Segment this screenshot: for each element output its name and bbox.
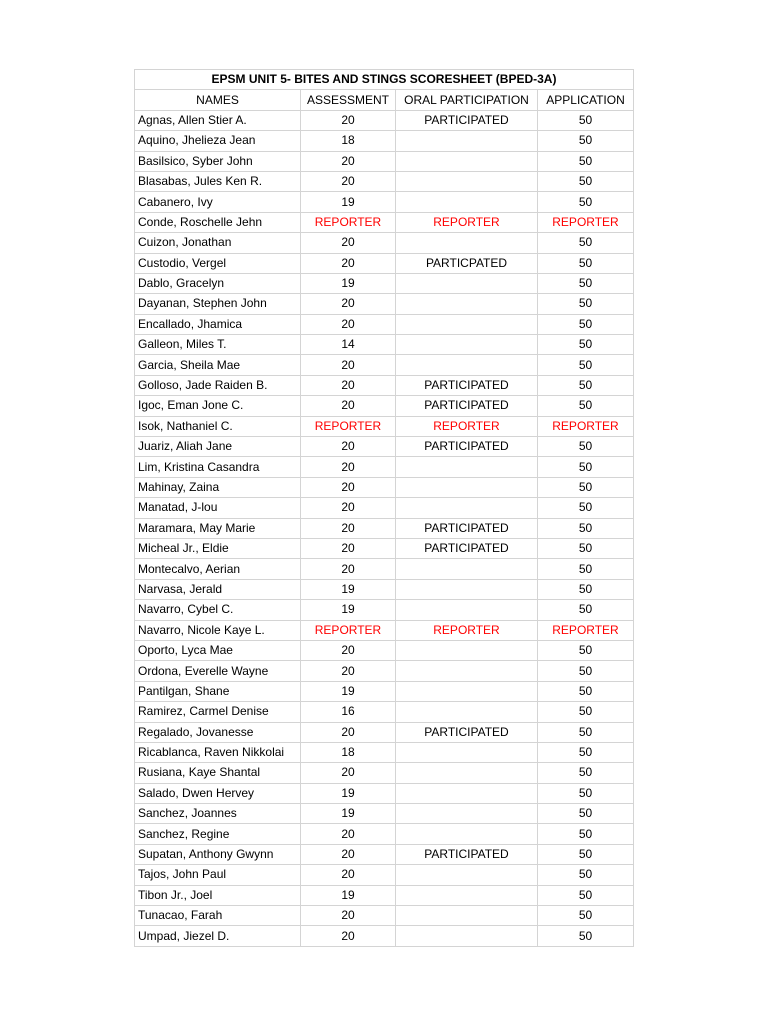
- oral-participation-cell: [396, 498, 538, 518]
- oral-participation-cell: [396, 559, 538, 579]
- oral-participation-cell: [396, 355, 538, 375]
- table-row: [135, 824, 634, 844]
- assessment-cell: 20: [301, 498, 396, 518]
- table-row: [135, 518, 634, 538]
- oral-participation-cell: [396, 926, 538, 946]
- student-name-cell: Navarro, Cybel C.: [135, 600, 301, 620]
- student-name-cell: Sanchez, Regine: [135, 824, 301, 844]
- application-cell: 50: [538, 233, 634, 253]
- application-cell: 50: [538, 396, 634, 416]
- table-row: [135, 294, 634, 314]
- application-cell: 50: [538, 294, 634, 314]
- table-row: [135, 681, 634, 701]
- oral-participation-cell: REPORTER: [396, 620, 538, 640]
- application-cell: 50: [538, 192, 634, 212]
- student-name-cell: Lim, Kristina Casandra: [135, 457, 301, 477]
- table-row: [135, 661, 634, 681]
- table-row: [135, 600, 634, 620]
- student-name-cell: Tunacao, Farah: [135, 906, 301, 926]
- application-cell: 50: [538, 171, 634, 191]
- table-row: [135, 253, 634, 273]
- student-name-cell: Dablo, Gracelyn: [135, 273, 301, 293]
- table-row: [135, 131, 634, 151]
- assessment-cell: 20: [301, 538, 396, 558]
- student-name-cell: Galleon, Miles T.: [135, 335, 301, 355]
- student-name-cell: Mahinay, Zaina: [135, 477, 301, 497]
- assessment-cell: 20: [301, 314, 396, 334]
- application-cell: 50: [538, 844, 634, 864]
- assessment-cell: 19: [301, 600, 396, 620]
- table-row: [135, 865, 634, 885]
- student-name-cell: Ricablanca, Raven Nikkolai: [135, 742, 301, 762]
- application-cell: 50: [538, 926, 634, 946]
- assessment-cell: 16: [301, 702, 396, 722]
- application-cell: 50: [538, 335, 634, 355]
- assessment-cell: REPORTER: [301, 416, 396, 436]
- student-name-cell: Agnas, Allen Stier A.: [135, 110, 301, 130]
- application-cell: 50: [538, 518, 634, 538]
- assessment-cell: 20: [301, 661, 396, 681]
- application-cell: 50: [538, 110, 634, 130]
- table-row: [135, 885, 634, 905]
- oral-participation-cell: [396, 171, 538, 191]
- oral-participation-cell: [396, 600, 538, 620]
- application-cell: 50: [538, 437, 634, 457]
- table-row: [135, 110, 634, 130]
- assessment-cell: 20: [301, 906, 396, 926]
- application-cell: 50: [538, 640, 634, 660]
- oral-participation-cell: [396, 273, 538, 293]
- application-cell: 50: [538, 742, 634, 762]
- application-cell: 50: [538, 885, 634, 905]
- oral-participation-cell: [396, 192, 538, 212]
- application-cell: 50: [538, 702, 634, 722]
- header-row: [135, 90, 634, 110]
- oral-participation-cell: [396, 865, 538, 885]
- table-row: [135, 498, 634, 518]
- assessment-cell: REPORTER: [301, 212, 396, 232]
- table-row: [135, 233, 634, 253]
- oral-participation-cell: [396, 640, 538, 660]
- assessment-cell: 20: [301, 294, 396, 314]
- assessment-cell: 14: [301, 335, 396, 355]
- application-cell: 50: [538, 477, 634, 497]
- assessment-cell: 20: [301, 171, 396, 191]
- student-name-cell: Garcia, Sheila Mae: [135, 355, 301, 375]
- oral-participation-cell: [396, 824, 538, 844]
- oral-participation-cell: REPORTER: [396, 416, 538, 436]
- student-name-cell: Blasabas, Jules Ken R.: [135, 171, 301, 191]
- table-row: [135, 375, 634, 395]
- table-row: [135, 538, 634, 558]
- oral-participation-cell: [396, 335, 538, 355]
- application-cell: 50: [538, 681, 634, 701]
- table-row: [135, 742, 634, 762]
- student-name-cell: Cuizon, Jonathan: [135, 233, 301, 253]
- assessment-cell: 20: [301, 926, 396, 946]
- table-row: [135, 212, 634, 232]
- assessment-cell: 20: [301, 477, 396, 497]
- student-name-cell: Navarro, Nicole Kaye L.: [135, 620, 301, 640]
- student-name-cell: Sanchez, Joannes: [135, 804, 301, 824]
- table-row: [135, 906, 634, 926]
- student-name-cell: Conde, Roschelle Jehn: [135, 212, 301, 232]
- student-name-cell: Isok, Nathaniel C.: [135, 416, 301, 436]
- student-name-cell: Oporto, Lyca Mae: [135, 640, 301, 660]
- application-cell: 50: [538, 824, 634, 844]
- student-name-cell: Tajos, John Paul: [135, 865, 301, 885]
- oral-participation-cell: [396, 151, 538, 171]
- table-row: [135, 151, 634, 171]
- oral-participation-cell: [396, 314, 538, 334]
- oral-participation-cell: PARTICIPATED: [396, 538, 538, 558]
- application-cell: 50: [538, 457, 634, 477]
- student-name-cell: Umpad, Jiezel D.: [135, 926, 301, 946]
- oral-participation-cell: [396, 661, 538, 681]
- assessment-cell: 19: [301, 783, 396, 803]
- student-name-cell: Maramara, May Marie: [135, 518, 301, 538]
- student-name-cell: Tibon Jr., Joel: [135, 885, 301, 905]
- table-row: [135, 192, 634, 212]
- table-row: [135, 396, 634, 416]
- student-name-cell: Basilsico, Syber John: [135, 151, 301, 171]
- assessment-cell: 19: [301, 804, 396, 824]
- oral-participation-cell: [396, 131, 538, 151]
- oral-participation-cell: [396, 783, 538, 803]
- student-name-cell: Dayanan, Stephen John: [135, 294, 301, 314]
- oral-participation-cell: PARTICIPATED: [396, 110, 538, 130]
- student-name-cell: Custodio, Vergel: [135, 253, 301, 273]
- assessment-cell: 20: [301, 110, 396, 130]
- table-row: [135, 314, 634, 334]
- header-assessment: ASSESSMENT: [301, 90, 396, 110]
- oral-participation-cell: PARTICIPATED: [396, 518, 538, 538]
- oral-participation-cell: [396, 579, 538, 599]
- assessment-cell: 20: [301, 233, 396, 253]
- oral-participation-cell: PARTICPATED: [396, 253, 538, 273]
- table-row: [135, 640, 634, 660]
- application-cell: 50: [538, 783, 634, 803]
- student-name-cell: Encallado, Jhamica: [135, 314, 301, 334]
- assessment-cell: 20: [301, 375, 396, 395]
- application-cell: 50: [538, 151, 634, 171]
- table-row: [135, 620, 634, 640]
- oral-participation-cell: PARTICIPATED: [396, 375, 538, 395]
- oral-participation-cell: PARTICIPATED: [396, 722, 538, 742]
- application-cell: 50: [538, 906, 634, 926]
- student-name-cell: Aquino, Jhelieza Jean: [135, 131, 301, 151]
- assessment-cell: 19: [301, 579, 396, 599]
- table-row: [135, 722, 634, 742]
- assessment-cell: 20: [301, 824, 396, 844]
- oral-participation-cell: [396, 906, 538, 926]
- oral-participation-cell: [396, 681, 538, 701]
- student-name-cell: Montecalvo, Aerian: [135, 559, 301, 579]
- student-name-cell: Regalado, Jovanesse: [135, 722, 301, 742]
- application-cell: 50: [538, 661, 634, 681]
- student-name-cell: Cabanero, Ivy: [135, 192, 301, 212]
- student-name-cell: Supatan, Anthony Gwynn: [135, 844, 301, 864]
- oral-participation-cell: [396, 742, 538, 762]
- student-name-cell: Ordona, Everelle Wayne: [135, 661, 301, 681]
- student-name-cell: Rusiana, Kaye Shantal: [135, 763, 301, 783]
- assessment-cell: 20: [301, 253, 396, 273]
- student-name-cell: Micheal Jr., Eldie: [135, 538, 301, 558]
- header-names: NAMES: [135, 90, 301, 110]
- application-cell: 50: [538, 722, 634, 742]
- application-cell: 50: [538, 253, 634, 273]
- oral-participation-cell: REPORTER: [396, 212, 538, 232]
- assessment-cell: 18: [301, 131, 396, 151]
- oral-participation-cell: [396, 885, 538, 905]
- table-row: [135, 763, 634, 783]
- assessment-cell: 20: [301, 457, 396, 477]
- assessment-cell: 19: [301, 273, 396, 293]
- oral-participation-cell: [396, 804, 538, 824]
- table-row: [135, 559, 634, 579]
- student-name-cell: Salado, Dwen Hervey: [135, 783, 301, 803]
- application-cell: REPORTER: [538, 620, 634, 640]
- oral-participation-cell: PARTICIPATED: [396, 844, 538, 864]
- oral-participation-cell: [396, 702, 538, 722]
- assessment-cell: REPORTER: [301, 620, 396, 640]
- application-cell: 50: [538, 375, 634, 395]
- header-oral-participation: ORAL PARTICIPATION: [396, 90, 538, 110]
- assessment-cell: 19: [301, 885, 396, 905]
- student-name-cell: Narvasa, Jerald: [135, 579, 301, 599]
- application-cell: 50: [538, 763, 634, 783]
- oral-participation-cell: [396, 477, 538, 497]
- table-row: [135, 926, 634, 946]
- title-row: [135, 70, 634, 90]
- assessment-cell: 20: [301, 640, 396, 660]
- assessment-cell: 18: [301, 742, 396, 762]
- student-name-cell: Golloso, Jade Raiden B.: [135, 375, 301, 395]
- oral-participation-cell: PARTICIPATED: [396, 396, 538, 416]
- application-cell: 50: [538, 131, 634, 151]
- table-row: [135, 437, 634, 457]
- application-cell: 50: [538, 559, 634, 579]
- student-name-cell: Ramirez, Carmel Denise: [135, 702, 301, 722]
- table-row: [135, 273, 634, 293]
- scoresheet: [134, 69, 634, 947]
- score-table: [134, 69, 634, 947]
- table-row: [135, 804, 634, 824]
- student-name-cell: Manatad, J-lou: [135, 498, 301, 518]
- assessment-cell: 20: [301, 844, 396, 864]
- application-cell: 50: [538, 579, 634, 599]
- oral-participation-cell: [396, 294, 538, 314]
- table-row: [135, 335, 634, 355]
- header-application: APPLICATION: [538, 90, 634, 110]
- assessment-cell: 19: [301, 192, 396, 212]
- application-cell: 50: [538, 600, 634, 620]
- assessment-cell: 20: [301, 763, 396, 783]
- application-cell: 50: [538, 273, 634, 293]
- table-row: [135, 355, 634, 375]
- application-cell: 50: [538, 314, 634, 334]
- table-row: [135, 579, 634, 599]
- application-cell: 50: [538, 355, 634, 375]
- application-cell: 50: [538, 538, 634, 558]
- assessment-cell: 20: [301, 437, 396, 457]
- assessment-cell: 19: [301, 681, 396, 701]
- assessment-cell: 20: [301, 722, 396, 742]
- assessment-cell: 20: [301, 355, 396, 375]
- table-row: [135, 844, 634, 864]
- sheet-title: EPSM UNIT 5- BITES AND STINGS SCORESHEET (BPED-3A): [135, 70, 634, 90]
- oral-participation-cell: [396, 233, 538, 253]
- table-row: [135, 702, 634, 722]
- oral-participation-cell: [396, 763, 538, 783]
- table-row: [135, 477, 634, 497]
- assessment-cell: 20: [301, 518, 396, 538]
- student-name-cell: Igoc, Eman Jone C.: [135, 396, 301, 416]
- application-cell: REPORTER: [538, 212, 634, 232]
- application-cell: 50: [538, 498, 634, 518]
- application-cell: 50: [538, 804, 634, 824]
- assessment-cell: 20: [301, 865, 396, 885]
- student-name-cell: Juariz, Aliah Jane: [135, 437, 301, 457]
- application-cell: REPORTER: [538, 416, 634, 436]
- assessment-cell: 20: [301, 559, 396, 579]
- table-row: [135, 416, 634, 436]
- application-cell: 50: [538, 865, 634, 885]
- student-name-cell: Pantilgan, Shane: [135, 681, 301, 701]
- assessment-cell: 20: [301, 151, 396, 171]
- assessment-cell: 20: [301, 396, 396, 416]
- table-row: [135, 457, 634, 477]
- oral-participation-cell: [396, 457, 538, 477]
- oral-participation-cell: PARTICIPATED: [396, 437, 538, 457]
- table-row: [135, 783, 634, 803]
- table-row: [135, 171, 634, 191]
